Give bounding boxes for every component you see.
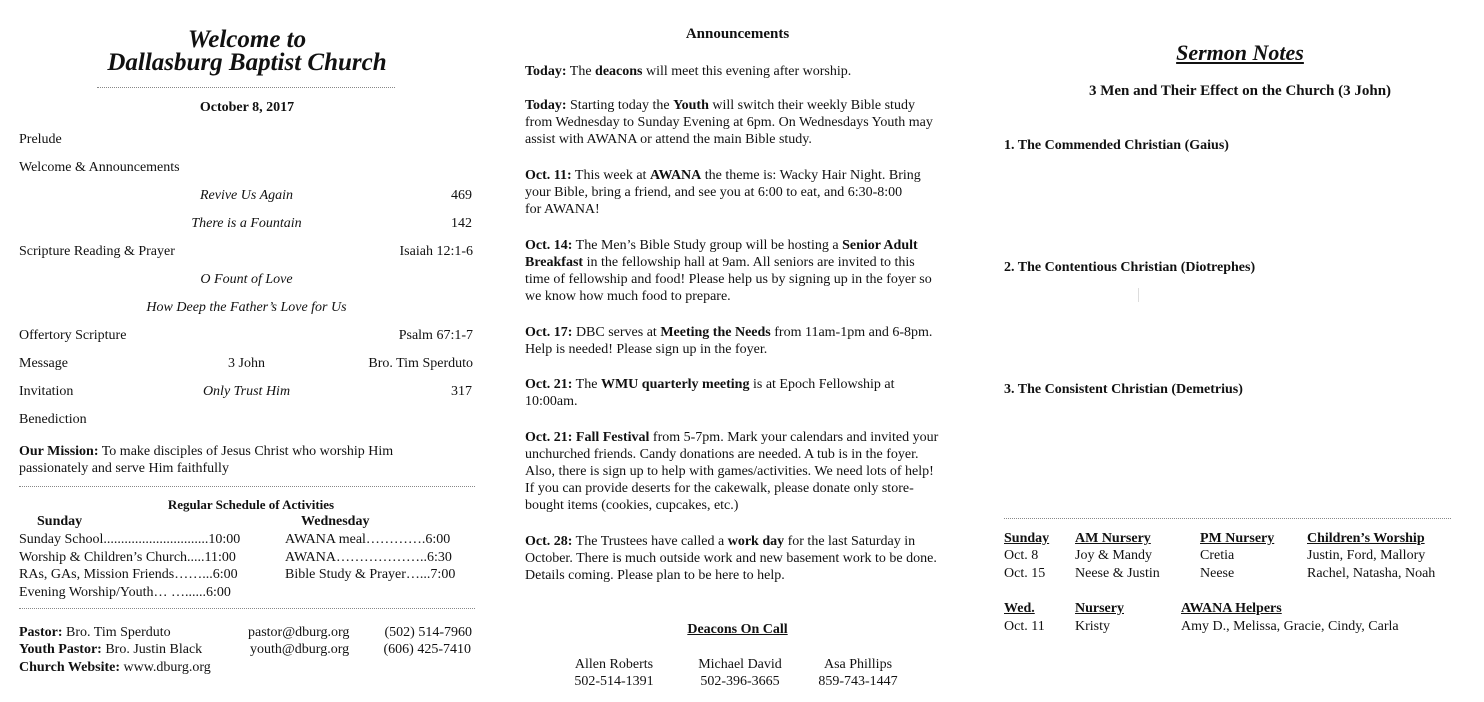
sermon-notes-title: Sermon Notes	[1176, 40, 1304, 65]
deacon-phone: 502-514-1391	[574, 674, 654, 689]
hymn-title: There is a Fountain	[191, 216, 302, 231]
service-date: October 8, 2017	[199, 100, 295, 115]
announcement-item: Oct. 28: The Trustees have called a work day for the last Saturday in October. There is much outside work and new basement work to be done. Details coming. Please plan to be here to help.	[525, 534, 937, 583]
schedule-item: AWANA………………..6:30	[285, 549, 452, 565]
nursery-cell: Cretia	[1200, 548, 1235, 563]
sermon-notes-panel	[1004, 0, 1454, 702]
mission-label: Our Mission:	[19, 444, 99, 459]
sermon-point: 3. The Consistent Christian (Demetrius)	[1004, 382, 1243, 397]
message-speaker: Bro. Tim Sperduto	[368, 356, 473, 371]
announcement-item: Today: Starting today the Youth will switch their weekly Bible study from Wednesday to Sunday Evening at 6pm. On Wednesdays Youth may assist with AWANA or attend the main Bible study.	[525, 98, 933, 147]
order-offertory: Offertory Scripture	[19, 328, 127, 343]
wednesday-cell: Amy D., Melissa, Gracie, Cindy, Carla	[1181, 619, 1399, 634]
pastor-contact	[19, 625, 171, 641]
schedule-sunday-header: Sunday	[37, 514, 83, 529]
nursery-cell: Rachel, Natasha, Noah	[1307, 566, 1436, 581]
nursery-header: PM Nursery	[1200, 531, 1275, 546]
schedule-item: Evening Worship/Youth… …......6:00	[19, 584, 231, 600]
wednesday-cell: Kristy	[1075, 619, 1110, 634]
mission-text: To make disciples of Jesus Christ who worship Him	[98, 444, 394, 459]
deacon-phone: 502-396-3665	[700, 674, 780, 689]
nursery-header: Sunday	[1004, 531, 1050, 546]
schedule-item: RAs, GAs, Mission Friends……...6:00	[19, 567, 238, 582]
hymn-number: 469	[451, 188, 472, 203]
invitation-hymn-title: Only Trust Him	[202, 384, 291, 399]
deacon-entry	[808, 656, 908, 690]
wednesday-header: AWANA Helpers	[1181, 601, 1282, 616]
hymn-number: 142	[451, 216, 472, 231]
schedule-sunday-list	[19, 531, 240, 601]
hymn-title: Revive Us Again	[199, 188, 294, 203]
pastor-email[interactable]: pastor@dburg.org	[248, 625, 350, 640]
announcement-item: Oct. 21: The WMU quarterly meeting is at Epoch Fellowship at 10:00am.	[525, 377, 895, 409]
welcome-title-line1: Welcome to	[187, 26, 307, 53]
bulletin-left-panel	[19, 0, 475, 702]
wednesday-cell: Oct. 11	[1004, 619, 1045, 634]
nursery-cell: Justin, Ford, Mallory	[1307, 548, 1426, 563]
youth-pastor-phone: (606) 425-7410	[383, 642, 471, 657]
order-message: Message	[19, 356, 68, 371]
announcement-item: Today: The deacons will meet this evening after worship.	[525, 64, 852, 79]
deacon-name: Michael David	[698, 657, 782, 672]
song-title: How Deep the Father’s Love for Us	[146, 300, 347, 315]
nursery-header: Children’s Worship	[1307, 531, 1425, 546]
nursery-cell: Oct. 15	[1004, 566, 1046, 581]
pastor-phone: (502) 514-7960	[384, 625, 472, 640]
mission-statement	[19, 443, 393, 477]
announcements-title: Announcements	[685, 26, 790, 42]
invitation-hymn-number: 317	[451, 384, 472, 399]
deacon-entry	[685, 656, 795, 690]
deacon-phone: 859-743-1447	[818, 674, 898, 689]
order-prelude: Prelude	[19, 132, 62, 147]
schedule-divider	[19, 608, 475, 609]
nursery-cell: Neese	[1200, 566, 1235, 581]
schedule-wednesday-list	[285, 531, 455, 584]
youth-pastor-email[interactable]: youth@dburg.org	[250, 642, 350, 657]
order-welcome: Welcome & Announcements	[19, 160, 180, 175]
nursery-cell: Oct. 8	[1004, 548, 1039, 563]
schedule-item: Sunday School..............................10:00	[19, 532, 241, 547]
nursery-divider	[1004, 518, 1451, 519]
schedule-wednesday-header: Wednesday	[301, 514, 370, 529]
youth-pastor-contact	[19, 642, 202, 658]
welcome-title-line2: Dallasburg Baptist Church	[107, 49, 387, 76]
offertory-reference: Psalm 67:1-7	[398, 328, 473, 343]
youth-pastor-label: Youth Pastor:	[19, 642, 102, 657]
schedule-item: Worship & Children’s Church.....11:00	[19, 549, 236, 565]
title-divider	[97, 87, 395, 88]
announcements-panel	[525, 0, 975, 702]
sermon-subtitle: 3 Men and Their Effect on the Church (3 John)	[1088, 83, 1392, 99]
deacon-name: Allen Roberts	[574, 657, 654, 672]
schedule-item: Bible Study & Prayer…...7:00	[285, 567, 456, 582]
pastor-name: Bro. Tim Sperduto	[62, 625, 171, 640]
announcement-item: Oct. 14: The Men’s Bible Study group will be hosting a Senior Adult Breakfast in the fellowship hall at 9am. All seniors are invited to this time of fellowship and food! Please help us by signing up in the foyer so we know how much food to prepare.	[525, 238, 932, 304]
sermon-point: 1. The Commended Christian (Gaius)	[1004, 138, 1229, 153]
announcement-item: Oct. 11: This week at AWANA the theme is: Wacky Hair Night. Bring your Bible, bring a friend, and see you at 6:00 to eat, and 6:30-8:00 for AWANA!	[525, 168, 921, 217]
mission-text: passionately and serve Him faithfully	[19, 461, 229, 476]
order-benediction: Benediction	[19, 412, 87, 427]
pastor-label: Pastor:	[19, 625, 63, 640]
wednesday-header: Nursery	[1075, 601, 1124, 616]
mission-divider	[19, 486, 475, 487]
song-title: O Fount of Love	[200, 272, 293, 287]
nursery-cell: Neese & Justin	[1075, 566, 1160, 581]
sermon-point: 2. The Contentious Christian (Diotrephes)	[1004, 260, 1256, 275]
wednesday-header: Wed.	[1004, 601, 1035, 616]
message-text: 3 John	[228, 356, 265, 371]
announcement-item: Oct. 21: Fall Festival from 5-7pm. Mark your calendars and invited your unchurched friends. Candy donations are needed. A tub is in the foyer. Also, there is sign up to help with games/activities. We need lots of help! If you can provide deserts for the cakewalk, please donate only store- bought items (cookies, cupcakes, etc.)	[525, 430, 939, 513]
deacon-entry	[559, 656, 669, 690]
deacon-name: Asa Phillips	[823, 657, 893, 672]
announcement-item: Oct. 17: DBC serves at Meeting the Needs from 11am-1pm and 6-8pm. Help is needed! Please sign up in the foyer.	[525, 325, 933, 357]
schedule-title: Regular Schedule of Activities	[167, 497, 335, 512]
youth-pastor-name: Bro. Justin Black	[101, 642, 203, 657]
nursery-header: AM Nursery	[1075, 531, 1151, 546]
deacons-on-call-title: Deacons On Call	[687, 622, 788, 637]
website-url[interactable]: www.dburg.org	[120, 660, 211, 675]
website-label: Church Website:	[19, 660, 120, 675]
church-website	[19, 660, 211, 676]
scripture-reference: Isaiah 12:1-6	[399, 244, 473, 259]
text-cursor-icon	[1138, 288, 1139, 302]
order-scripture-reading: Scripture Reading & Prayer	[19, 244, 175, 259]
order-invitation: Invitation	[19, 384, 74, 399]
nursery-cell: Joy & Mandy	[1075, 548, 1152, 563]
schedule-item: AWANA meal………….6:00	[285, 532, 451, 547]
